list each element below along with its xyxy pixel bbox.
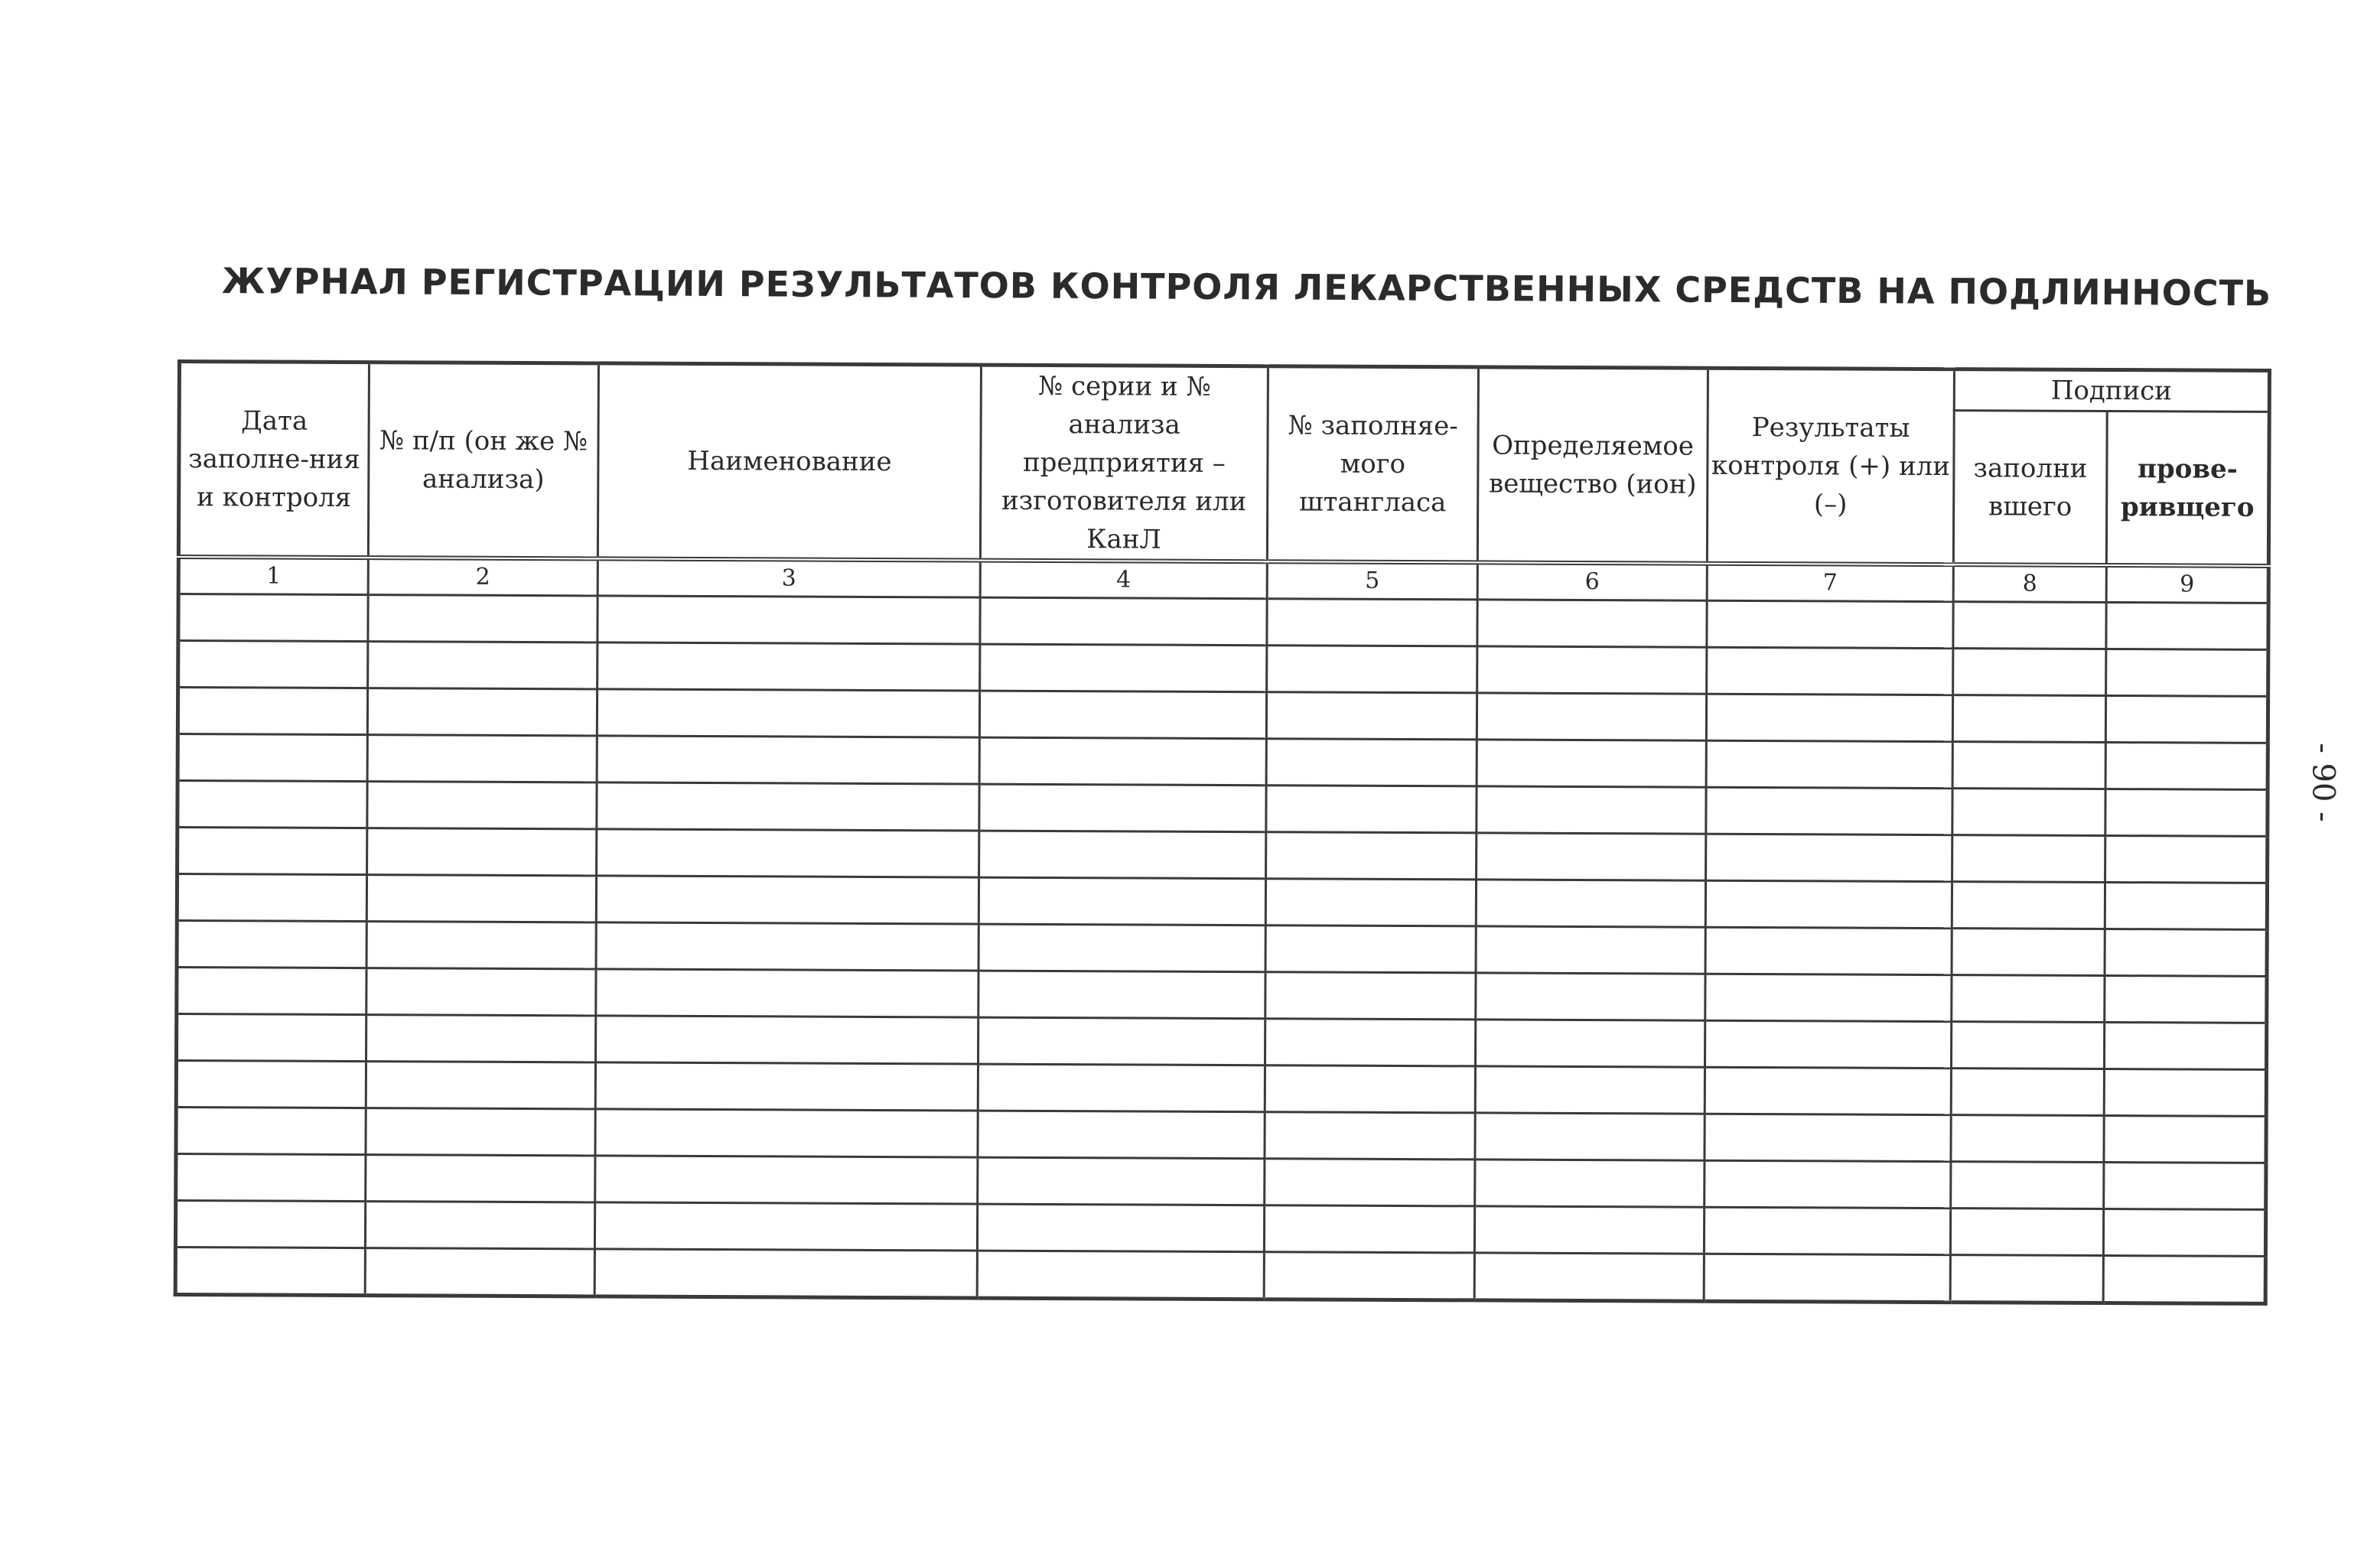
empty-cell [367,828,597,876]
empty-cell [1265,1019,1475,1066]
column-number: 9 [2106,565,2268,603]
empty-cell [366,1108,595,1156]
empty-cell [367,688,597,736]
empty-cell [1952,929,2105,976]
empty-cell [175,1247,365,1295]
empty-cell [177,968,366,1015]
empty-cell [596,969,978,1017]
empty-cell [366,1155,595,1202]
empty-cell [1266,692,1477,740]
empty-cell [1951,1162,2104,1209]
empty-cell [177,921,366,968]
empty-cell [978,877,1265,926]
empty-cell [979,737,1266,786]
empty-cell [1477,740,1706,787]
empty-cell [177,781,367,828]
empty-cell [979,784,1266,832]
empty-cell [1266,739,1477,786]
empty-cell [1477,693,1706,740]
journal-title: ЖУРНАЛ РЕГИСТРАЦИИ РЕЗУЛЬТАТОВ КОНТРОЛЯ ЛЕКАРСТВЕННЫХ СРЕДСТВ НА ПОДЛИННОСТЬ [221,260,2272,314]
empty-cell [2105,929,2267,976]
empty-cell [1951,1022,2104,1069]
empty-cell [1705,927,1952,974]
empty-cell [2104,1162,2266,1209]
header-results: Результаты контроля (+) или (–) [1707,368,1954,564]
empty-cell [2104,1022,2266,1069]
empty-cell [1266,832,1477,880]
empty-cell [2104,1115,2266,1163]
empty-cell [1475,1160,1705,1207]
empty-cell [1267,646,1477,693]
empty-cell [1705,1160,1951,1208]
empty-cell [177,734,367,782]
empty-cell [176,1061,366,1108]
empty-cell [367,782,597,829]
empty-cell [1705,880,1952,928]
empty-cell [1706,740,1952,788]
empty-cell [1953,602,2106,649]
empty-cell [597,736,979,784]
empty-cell [176,1108,366,1155]
register-table [174,359,2271,1306]
empty-cell [1475,1113,1705,1160]
empty-cell [366,968,596,1016]
empty-cell [178,641,368,688]
empty-cell [1265,1112,1475,1160]
empty-cell [366,1015,595,1062]
empty-cell [1265,1159,1475,1206]
empty-cell [176,1154,366,1202]
empty-cell [1707,647,1953,695]
empty-cell [978,1111,1265,1159]
empty-cell [1476,926,1705,974]
empty-cell [1951,1069,2104,1116]
empty-cell [2106,603,2268,650]
empty-cell [1952,882,2105,929]
column-number: 2 [368,558,598,596]
empty-cell [977,1204,1264,1252]
empty-cell [598,642,980,691]
header-date: Дата заполне-ния и контроля [178,362,369,558]
empty-cell [2103,1209,2265,1256]
empty-cell [365,1248,594,1296]
empty-cell [1704,1207,1950,1254]
empty-cell [1475,1020,1705,1067]
empty-cell [980,597,1267,646]
empty-cell [595,1156,978,1204]
empty-cell [1477,600,1707,647]
column-number: 3 [598,558,980,597]
empty-cell [1475,1066,1705,1114]
empty-cell [2104,1069,2266,1116]
empty-cell [368,595,598,642]
empty-cell [598,596,980,644]
empty-cell [1477,646,1707,694]
empty-cell [594,1202,977,1251]
empty-cell [177,828,367,875]
empty-cell [979,691,1266,739]
empty-cell [595,1016,978,1064]
empty-cell [978,1064,1265,1112]
empty-cell [597,782,979,831]
empty-cell [177,688,367,735]
header-filled-by: заполни вшего [1953,411,2107,565]
empty-cell [177,874,366,922]
empty-cell [596,876,978,924]
empty-cell [1476,973,1705,1020]
empty-cell [366,875,596,922]
empty-cell [1477,833,1706,880]
column-number: 5 [1267,561,1477,600]
empty-cell [1264,1252,1474,1300]
empty-cell [1477,786,1706,834]
empty-cell [2105,696,2268,743]
empty-cell [1952,789,2105,836]
empty-cell [1706,834,1952,881]
empty-cell [1952,742,2105,789]
empty-cell [595,1062,978,1111]
empty-cell [978,1017,1265,1065]
empty-cell [1952,835,2105,883]
empty-cell [1951,1115,2104,1163]
empty-cell [2105,743,2268,790]
empty-cell [1265,926,1476,973]
empty-cell [368,642,598,689]
empty-cell [177,1014,366,1062]
column-number: 1 [178,557,368,595]
empty-cell [2103,1255,2265,1303]
empty-cell [1476,880,1705,927]
column-number: 6 [1477,562,1707,600]
empty-cell [978,1157,1265,1205]
empty-cell [1264,1205,1474,1253]
empty-cell [979,831,1266,879]
column-number: 8 [1953,564,2106,602]
empty-cell [366,1062,595,1109]
header-series: № серии и № анализа предприятия – изготовителя или КанЛ [980,365,1268,561]
table-body [175,594,2268,1304]
empty-cell [1705,1020,1951,1068]
empty-cell [2105,883,2267,930]
header-substance: Определяемое вещество (ион) [1477,367,1708,564]
header-number: № п/п (он же № анализа) [368,363,598,559]
empty-cell [1705,1067,1951,1114]
table-row [175,1247,2265,1303]
empty-cell [595,1109,978,1157]
header-name: Наименование [598,363,981,561]
empty-cell [1266,786,1477,833]
empty-cell [1707,600,1953,648]
empty-cell [1267,599,1477,646]
empty-cell [1474,1253,1704,1301]
empty-cell [2105,836,2268,883]
empty-cell [978,924,1265,972]
empty-cell [1952,975,2105,1023]
empty-cell [2105,789,2268,837]
column-number: 7 [1707,564,1953,602]
empty-cell [178,594,368,642]
empty-cell [1704,1254,1950,1302]
empty-cell [1265,972,1476,1020]
empty-cell [977,1251,1264,1300]
empty-cell [978,971,1265,1019]
empty-cell [175,1201,365,1248]
column-number: 4 [980,561,1267,599]
header-shtanglas: № заполняе-мого штангласа [1267,366,1478,563]
empty-cell [1950,1209,2103,1256]
header-signatures: Подписи [1954,369,2269,412]
empty-cell [1706,694,1952,741]
empty-cell [2105,975,2267,1023]
empty-cell [1705,1114,1951,1161]
empty-cell [1474,1206,1704,1254]
page-number: - 90 - [2305,743,2341,822]
empty-cell [1265,879,1476,926]
empty-cell [1950,1255,2103,1303]
header-row [179,362,2269,412]
empty-cell [594,1249,977,1298]
empty-cell [1706,787,1952,834]
empty-cell [597,829,979,877]
header-checked-by: прове-ривщего [2106,412,2269,566]
empty-cell [367,735,597,782]
empty-cell [365,1202,594,1249]
empty-cell [1952,695,2105,743]
empty-cell [980,644,1267,692]
empty-cell [1265,1065,1475,1113]
empty-cell [366,922,596,969]
empty-cell [1953,649,2106,696]
empty-cell [1705,974,1952,1021]
empty-cell [596,922,978,971]
empty-cell [2106,649,2268,697]
empty-cell [597,689,979,737]
